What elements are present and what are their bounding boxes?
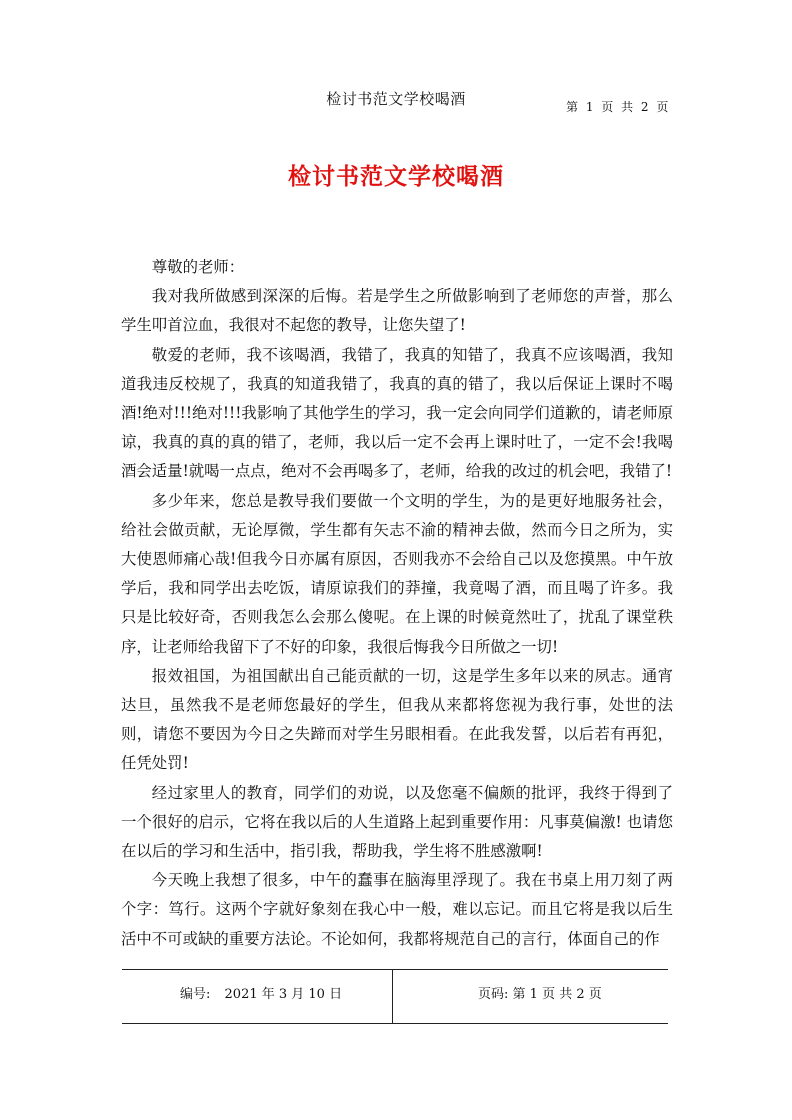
paragraph-3: 多少年来，您总是教导我们要做一个文明的学生，为的是更好地服务社会，给社会做贡献，无论厚微，学生都有矢志不渝的精神去做，然而今日之所为，实大使恩师痛心哉!但我今日亦属有原因，否则我亦不会给自己以及您摸黑。中午放学后，我和同学出去吃饭，请原谅我们的莽撞，我竟喝了酒，而且喝了许多。我只是比较好奇，否则我怎么会那么傻呢。在上课的时候竟然吐了，扰乱了课堂秩序，让老师给我留下了不好的印象，我很后悔我今日所做之一切! xyxy=(121,491,673,656)
paragraph-6: 今天晚上我想了很多，中午的蠢事在脑海里浮现了。我在书桌上用刀刻了两个字：笃行。这两个字就好象刻在我心中一般，难以忘记。而且它将是我以后生活中不可或缺的重要方法论。不论如何，我都将规范自己的言行，体面自己的作 xyxy=(121,871,673,948)
footer-page-label: 页码: xyxy=(478,987,509,1002)
salutation: 尊敬的老师： xyxy=(151,258,245,276)
running-header-title: 检讨书范文学校喝酒 xyxy=(326,90,466,108)
paragraph-4: 报效祖国，为祖国献出自己能贡献的一切，这是学生多年以来的夙志。通宵达旦，虽然我不是老师您最好的学生，但我从来都将您视为我行事，处世的法则，请您不要因为今日之失蹄而对学生另眼相看。在此我发誓，以后若有再犯，任凭处罚! xyxy=(121,666,673,773)
footer-divider xyxy=(392,969,393,1023)
document-body xyxy=(121,253,673,954)
footer-number xyxy=(180,983,342,1002)
footer-page xyxy=(478,983,602,1002)
paragraph-1: 我对我所做感到深深的后悔。若是学生之所做影响到了老师您的声誉，那么学生叩首泣血，我很对不起您的教导，让您失望了! xyxy=(121,287,673,335)
paragraph-2: 敬爱的老师，我不该喝酒，我错了，我真的知错了，我真不应该喝酒，我知道我违反校规了，我真的知道我错了，我真的真的错了，我以后保证上课时不喝酒!绝对!!!绝对!!!我影响了其他学生的学习，我一定会向同学们道歉的，请老师原谅，我真的真的真的错了，老师，我以后一定不会再上课时吐了，一定不会!我喝酒会适量!就喝一点点，绝对不会再喝多了，老师，给我的改过的机会吧，我错了! xyxy=(121,345,673,481)
document-title: 检讨书范文学校喝酒 xyxy=(288,163,504,190)
footer-bottom-rule xyxy=(122,1023,668,1024)
running-header-page-indicator: 第 1 页 共 2 页 xyxy=(566,100,671,114)
footer-page-value: 第 1 页 共 2 页 xyxy=(512,987,602,1002)
footer-number-value: 2021 年 3 月 10 日 xyxy=(224,987,343,1002)
paragraph-5: 经过家里人的教育，同学们的劝说，以及您毫不偏颇的批评，我终于得到了一个很好的启示，它将在我以后的人生道路上起到重要作用：凡事莫偏激! 也请您在以后的学习和生活中，指引我，帮助我，学生将不胜感激啊! xyxy=(121,783,673,861)
footer-top-rule xyxy=(122,969,668,970)
footer-number-label: 编号: xyxy=(180,987,211,1002)
